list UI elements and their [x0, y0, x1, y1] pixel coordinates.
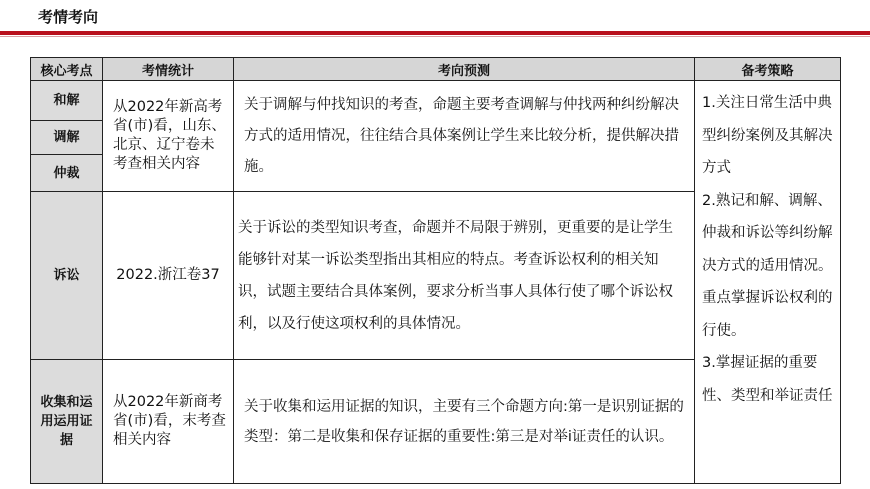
strategy-item: 2.熟记和解、调解、仲裁和诉讼等纠纷解决方式的适用情况。重点掌握诉讼权利的行使。 [702, 192, 833, 339]
table-row [31, 81, 841, 121]
column-header-statistics: 考情统计 [103, 58, 234, 81]
prediction-cell [234, 192, 695, 360]
strategy-cell [695, 81, 841, 484]
statistics-cell [103, 81, 234, 192]
topic-cell: 仲裁 [31, 155, 103, 192]
topic-cell: 收集和运用运用证据 [31, 360, 103, 484]
prediction-text: 关于收集和运用证据的知识，主要有三个命题方向:第一是识别证据的类型：第二是收集和保存证据的重要性:第三是对举i证责任的认识。 [244, 398, 684, 445]
prediction-cell [234, 81, 695, 192]
header-bar [0, 0, 870, 34]
topic-cell: 调解 [31, 121, 103, 155]
statistics-text: 从2022年新高考省(市)看，山东、北京、辽宁卷未考查相关内容 [113, 99, 226, 172]
statistics-cell: 2022.浙江卷37 [103, 192, 234, 360]
topic-cell: 和解 [31, 81, 103, 121]
prediction-cell [234, 360, 695, 484]
column-header-prediction: 考向预测 [234, 58, 695, 81]
table-header-row [31, 58, 841, 81]
strategy-item: 3.掌握证据的重要性、类型和举证责任 [702, 355, 833, 404]
column-header-strategy: 备考策略 [695, 58, 841, 81]
exam-analysis-table [30, 57, 841, 484]
statistics-cell: 从2022年新商考省(市)看，末考查相关内容 [103, 360, 234, 484]
strategy-item: 1.关注日常生活中典型纠纷案例及其解决方式 [702, 95, 833, 176]
header-divider-thin [0, 36, 870, 37]
prediction-text: 关于诉讼的类型知识考查，命题并不局限于辨别，更重要的是让学生能够针对某一诉讼类型指出其相应的特点。考查诉讼权利的相关知识，试题主要结合具体案例，要求分析当事人具体行使了哪个诉讼权利，以及行使这项权利的具体情况。 [238, 219, 673, 332]
prediction-text: 关于调解与仲找知识的考查，命题主要考查调解与仲找两种纠纷解决方式的适用情况，往往结合具体案例让学生来比较分析，提供解决措施。 [244, 96, 679, 175]
header-divider [0, 31, 870, 35]
column-header-topic: 核心考点 [31, 58, 103, 81]
page-title: 考情考向 [38, 8, 99, 26]
topic-cell: 诉讼 [31, 192, 103, 360]
